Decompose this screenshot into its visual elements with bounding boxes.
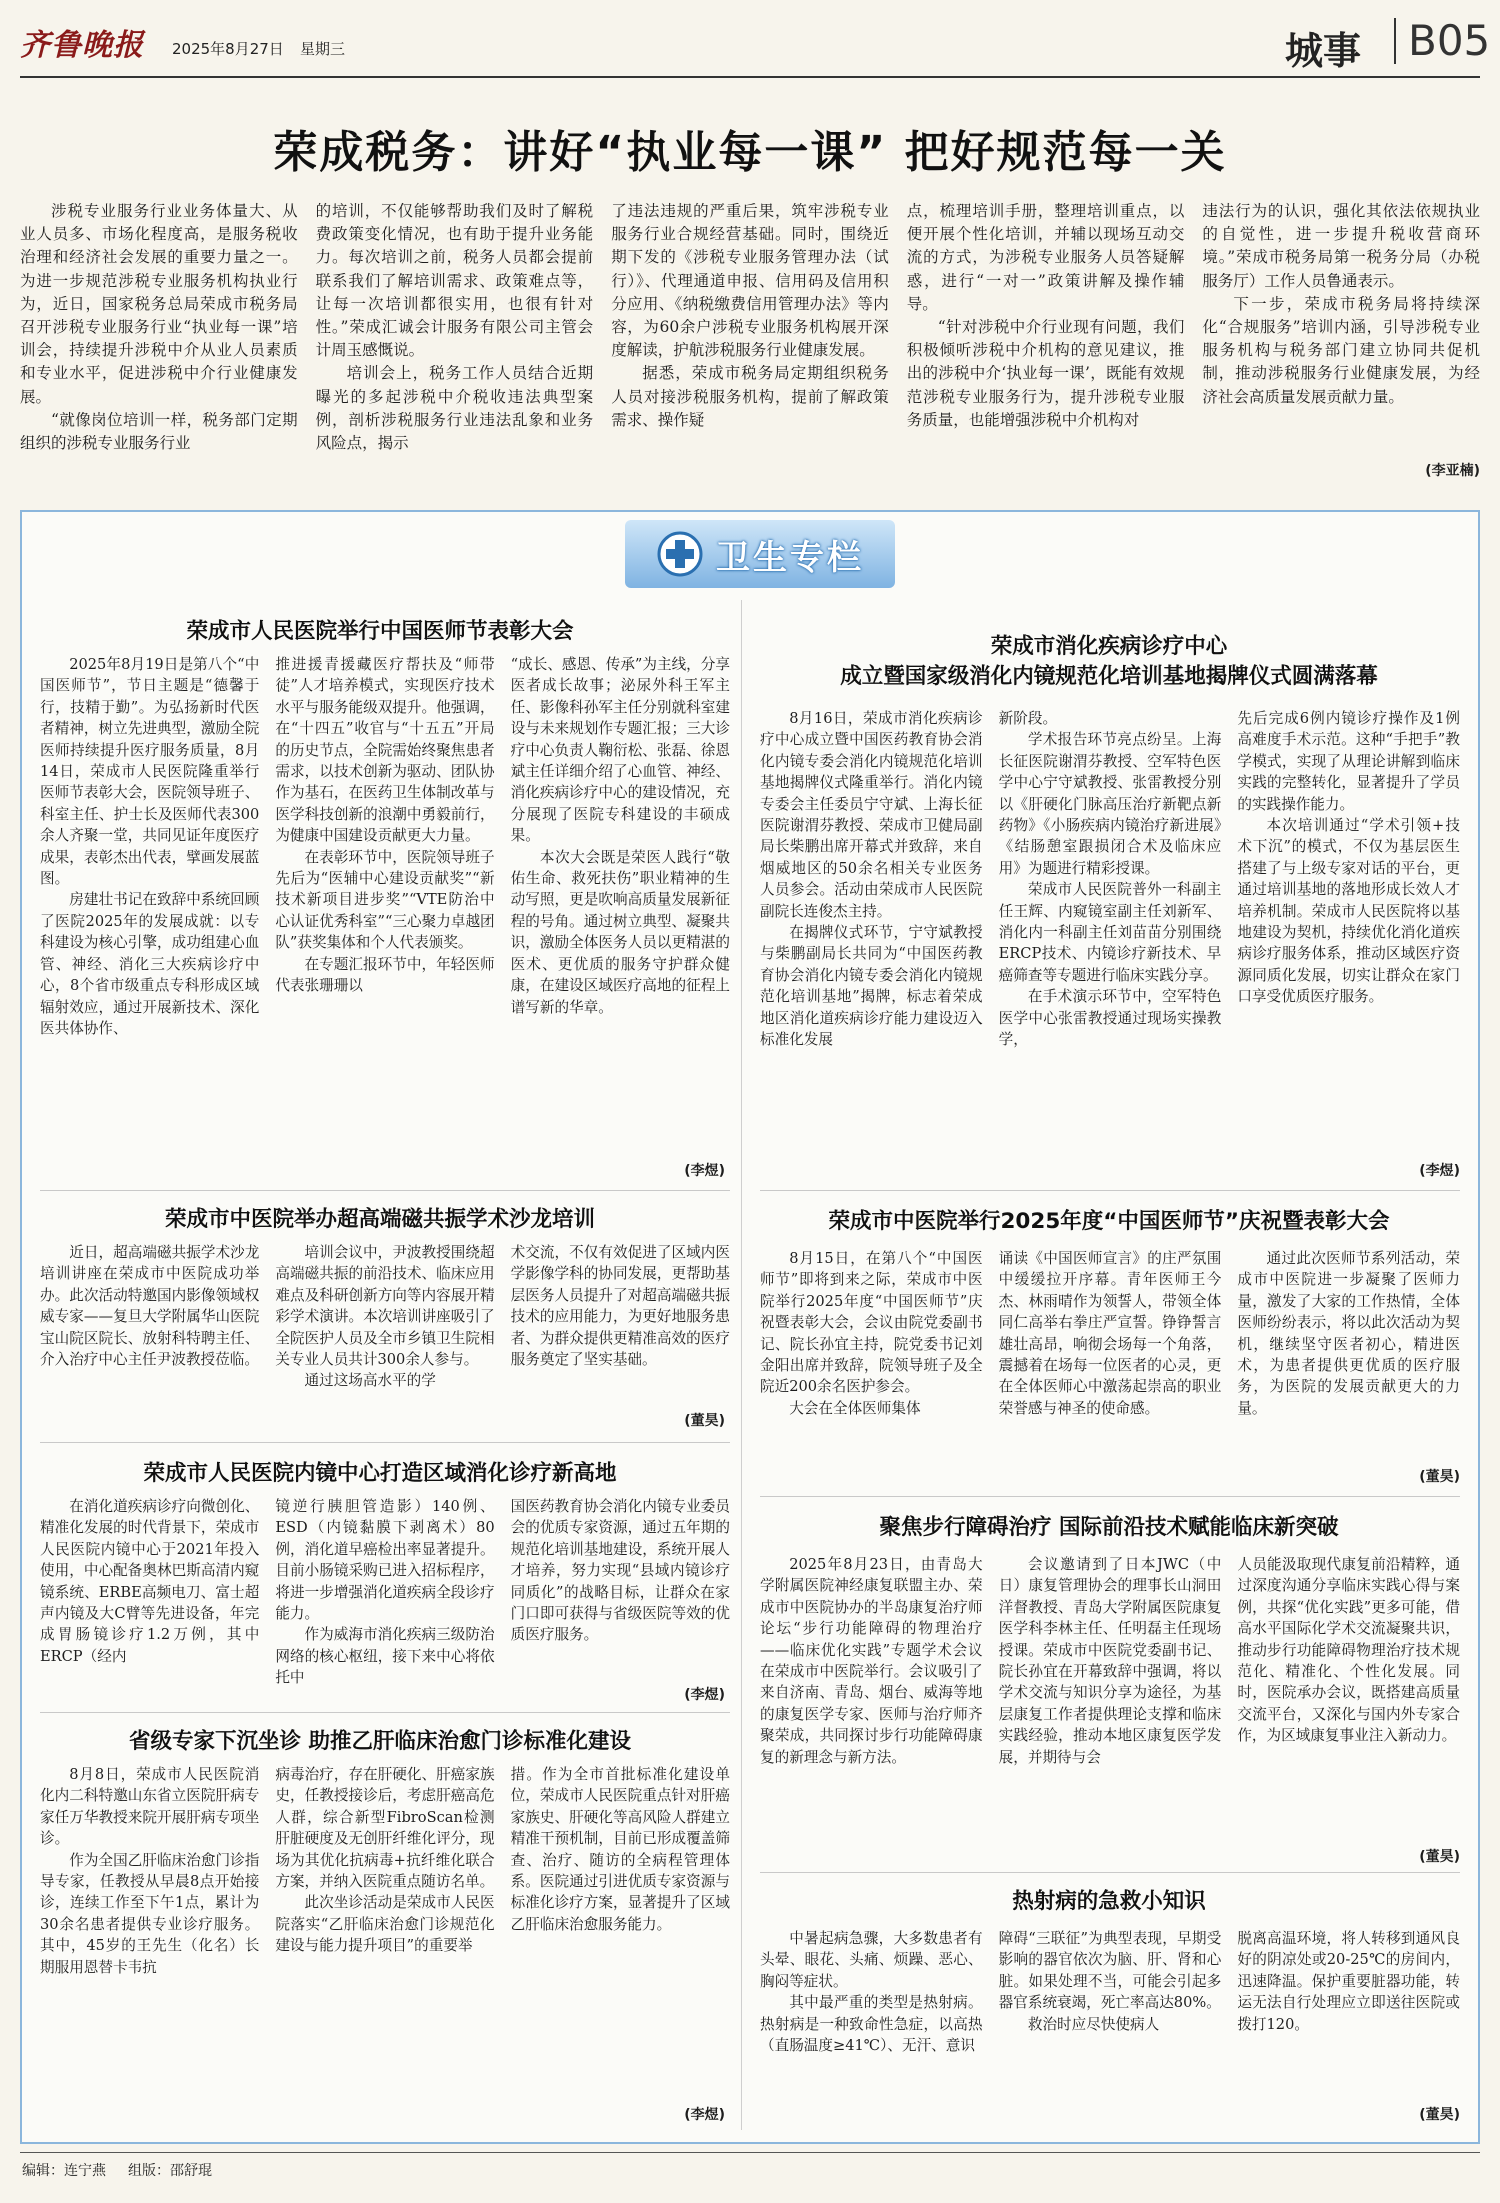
paragraph: 8月8日，荣成市人民医院消化内二科特邀山东省立医院肝病专家任万华教授来院开展肝病专项坐诊。 [40, 1766, 260, 1848]
article-col [1237, 1928, 1460, 2108]
paragraph: 据悉，荣成市税务局定期组织税务人员对接涉税服务机构，提前了解政策需求、操作疑 [611, 364, 889, 429]
article-col [275, 1764, 494, 2102]
paragraph: 病毒治疗，存在肝硬化、肝癌家族史，任教授接诊后，考虑肝癌高危人群，综合新型FibroScan检测肝脏硬度及无创肝纤维化评分，现场为其优化抗病毒+抗纤维化联合方案，并纳入医院重点随访名单。 [275, 1766, 495, 1891]
main-col-5 [1202, 200, 1480, 492]
article-col [999, 1248, 1222, 1488]
main-article-body [20, 200, 1480, 492]
paragraph: 诵读《中国医师宣言》的庄严氛围中缓缓拉开序幕。青年医师王今杰、林雨晴作为领誓人，带领全体同仁高举右拳庄严宣誓。铮铮誓言雄壮高昂，响彻会场每一个角落，震撼着在场每一位医者的心灵，更在全体医师心中激荡起崇高的职业荣誉感与神圣的使命感。 [998, 1250, 1222, 1417]
article-col [511, 654, 730, 1184]
article-byline: (李煜) [1419, 1163, 1460, 1179]
article-title: 荣成市中医院举行2025年度“中国医师节”庆祝暨表彰大会 [828, 1209, 1390, 1234]
paragraph: 学术报告环节亮点纷呈。上海长征医院谢渭芬教授、空军特色医学中心宁守斌教授、张雷教授分别以《肝硬化门脉高压治疗新靶点新药物》《小肠疾病内镜治疗新进展》《结肠憩室跟损闭合术及临床应用》为题进行精彩授课。 [998, 731, 1222, 877]
paragraph: 新阶段。 [998, 710, 1058, 727]
footer-editor: 编辑：连宁燕 [22, 2163, 106, 2179]
article-byline: (董昊) [1419, 1849, 1460, 1865]
article-col [40, 1242, 259, 1432]
paragraph: 8月15日，在第八个“中国医师节”即将到来之际，荣成市中医院举行2025年度“中国医师节”庆祝暨表彰大会，会议由院党委副书记、院长孙宜主持，院党委书记刘金阳出席并致辞，院领导班子及全院近200余名医护参会。 [760, 1250, 983, 1396]
issue-date: 2025年8月27日 [172, 40, 284, 58]
paragraph: 培训会议中，尹波教授围绕超高端磁共振的前沿技术、临床应用难点及科研创新方向等内容展开精彩学术演讲。本次培训讲座吸引了全院医护人员及全市乡镇卫生院相关专业人员共计300余人参与。 [275, 1244, 495, 1369]
article-separator [760, 1872, 1460, 1873]
paragraph: 培训会上，税务工作人员结合近期曝光的多起涉税中介税收违法典型案例，剖析涉税服务行业违法乱象和业务风险点，揭示 [315, 364, 594, 453]
article-title: 省级专家下沉坐诊 助推乙肝临床治愈门诊标准化建设 [129, 1729, 631, 1754]
article-col [760, 1554, 983, 1858]
paragraph: “就像岗位培训一样，税务部门定期组织的涉税专业服务行业 [20, 410, 298, 453]
paragraph: 8月16日，荣成市消化疾病诊疗中心成立暨中国医药教育协会消化内镜专委会消化内镜规范化培训基地揭牌仪式隆重举行。消化内镜专委会主任委员宁守斌、上海长征医院谢渭芬教授、荣成市卫健局副局长柴鹏出席开幕式并致辞，来自烟威地区的50余名相关专业医务人员参会。活动由荣成市人民医院副院长连俊杰主持。 [760, 710, 983, 920]
badge-label: 卫生专栏 [716, 537, 864, 578]
paragraph: 2025年8月19日是第八个“中国医师节”，节日主题是“德馨于行，技精于勤”。为弘扬新时代医者精神，树立先进典型，激励全院医师持续提升医疗服务质量，8月14日，荣成市人民医院隆重举行医师节表彰大会，医院领导班子、科室主任、护士长及医师代表300余人齐聚一堂，共同见证年度医疗成果，表彰杰出代表，擘画发展蓝图。 [40, 656, 260, 888]
paragraph: 镜逆行胰胆管造影）140例、ESD（内镜黏膜下剥离术）80例，消化道早癌检出率显著提升。目前小肠镜采购已进入招标程序，将进一步增强消化道疾病全段诊疗能力。 [275, 1498, 495, 1623]
paragraph: 作为全国乙肝临床治愈门诊指导专家，任教授从早晨8点开始接诊，连续工作至下午1点，累计为30余名患者提供专业诊疗服务。其中，45岁的王先生（化名）长期服用恩替卡韦抗 [40, 1851, 260, 1976]
article-byline: (董昊) [684, 1413, 725, 1429]
paragraph: 国医药教育协会消化内镜专业委员会的优质专家资源，通过五年期的规范化培训基地建设，系统开展人才培养，努力实现“县域内镜诊疗同质化”的战略目标，让群众在家门口即可获得与省级医院等效的优质医疗服务。 [510, 1498, 730, 1644]
main-headline: 荣成税务：讲好“执业每一课” 把好规范每一关 [273, 127, 1227, 178]
paragraph: 涉税专业服务行业业务体量大、从业人员多、市场化程度高，是服务税收治理和经济社会发展的重要力量之一。为进一步规范涉税专业服务机构执业行为，近日，国家税务总局荣成市税务局召开涉税专业服务行业“执业每一课”培训会，持续提升涉税中介从业人员素质和专业水平，促进涉税中介行业健康发展。 [20, 202, 298, 406]
article-title: 荣成市中医院举办超高端磁共振学术沙龙培训 [164, 1207, 595, 1232]
title-line: 荣成市消化疾病诊疗中心 [990, 634, 1228, 659]
paragraph: 作为威海市消化疾病三级防治网络的核心枢纽，接下来中心将依托中 [275, 1626, 495, 1686]
article-separator [40, 1712, 730, 1713]
paragraph: 救治时应尽快使病人 [1027, 2015, 1160, 2033]
paragraph: 其中最严重的类型是热射病。热射病是一种致命性急症，以高热（直肠温度≥41℃）、无汗、意识 [760, 1994, 983, 2055]
article-body [760, 1554, 1460, 1858]
article-col [999, 1554, 1222, 1858]
paragraph: 此次坐诊活动是荣成市人民医院落实“乙肝临床治愈门诊规范化建设与能力提升项目”的重要举 [275, 1894, 495, 1955]
article-col [999, 708, 1222, 1184]
column-divider [741, 600, 742, 2130]
newspaper-logo: 齐鲁晚报 [20, 28, 144, 63]
paragraph: 中暑起病急骤，大多数患者有头晕、眼花、头痛、烦躁、恶心、胸闷等症状。 [760, 1930, 983, 1990]
paragraph: 通过这场高水平的学 [304, 1372, 436, 1390]
paragraph: 通过此次医师节系列活动，荣成市中医院进一步凝聚了医师力量，激发了大家的工作热情，全体医师纷纷表示，将以此次活动为契机，继续坚守医者初心，精进医术，为患者提供更优质的医疗服务，为医院的发展贡献更大的力量。 [1237, 1250, 1460, 1417]
article-separator [40, 1190, 730, 1191]
article-title: 热射病的急救小知识 [1012, 1889, 1206, 1914]
article-body [760, 1928, 1460, 2108]
paragraph: 在消化道疾病诊疗向微创化、精准化发展的时代背景下，荣成市人民医院内镜中心于2021年投入使用，中心配备奥林巴斯高清内窥镜系统、ERBE高频电刀、富士超声内镜及大C臂等先进设备，年完成胃肠镜诊疗1.2万例，其中ERCP（经内 [40, 1498, 260, 1665]
main-col-4 [907, 200, 1185, 492]
paragraph: 会议邀请到了日本JWC（中日）康复管理协会的理事长山洞田洋督教授、青岛大学附属医院康复医学科李林主任、任明磊主任现场授课。荣成市中医院党委副书记、院长孙宜在开幕致辞中强调，将以学术交流与知识分享为途径，为基层康复工作者提供理论支撑和临床实践经验，推动本地区康复医学发展，并期待与会 [998, 1556, 1222, 1766]
main-col-2 [316, 200, 594, 492]
article-col [40, 1764, 259, 2102]
article-byline: (董昊) [1419, 1469, 1460, 1485]
paragraph: 违法行为的认识，强化其依法依规执业的自觉性，进一步提升税收营商环境。”荣成市税务局第一税务分局（办税服务厅）工作人员鲁通表示。 [1202, 202, 1480, 290]
article-col [760, 1248, 983, 1488]
paragraph: 近日，超高端磁共振学术沙龙培训讲座在荣成市中医院成功举办。此次活动特邀国内影像领域权威专家——复旦大学附属华山医院宝山院区院长、放射科特聘主任、介入治疗中心主任尹波教授莅临。 [40, 1244, 260, 1369]
paragraph: 在揭牌仪式环节，宁守斌教授与柴鹏副局长共同为“中国医药教育协会消化内镜专委会消化内镜规范化培训基地”揭牌，标志着荣成地区消化道疾病诊疗能力建设迈入标准化发展 [760, 924, 983, 1049]
article-col [40, 654, 259, 1184]
article-title [752, 632, 1466, 692]
paragraph: 推进援青援藏医疗帮扶及“师带徒”人才培养模式，实现医疗技术水平与服务能级双提升。他强调，在“十四五”收官与“十五五”开局的历史节点，全院需始终聚焦患者需求，以技术创新为驱动、团队协作为基石，在医药卫生体制改革与医学科技创新的浪潮中勇毅前行，为健康中国建设贡献更大力量。 [275, 656, 495, 845]
article-col [760, 708, 983, 1184]
article-col [999, 1928, 1222, 2108]
article-col [511, 1242, 730, 1432]
paragraph: 在手术演示环节中，空军特色医学中心张雷教授通过现场实操教学， [998, 988, 1222, 1049]
article-body [760, 708, 1460, 1184]
article-title: 聚焦步行障碍治疗 国际前沿技术赋能临床新突破 [879, 1515, 1339, 1540]
paragraph: 房建壮书记在致辞中系统回顾了医院2025年的发展成就：以专科建设为核心引擎，成功组建心血管、神经、消化三大疾病诊疗中心，8个省市级重点专科形成区域辐射效应，通过开展新技术、深化医共体协作、 [40, 891, 260, 1037]
article-byline: (李煜) [684, 1163, 725, 1179]
issue-weekday: 星期三 [300, 40, 346, 58]
article-col [1237, 708, 1460, 1184]
article-col [1237, 1248, 1460, 1488]
paragraph: 在表彰环节中，医院领导班子先后为“医辅中心建设贡献奖”“新技术新项目进步奖”“VTE防治中心认证优秀科室”“三心聚力卓越团队”获奖集体和个人代表颁奖。 [275, 848, 495, 952]
article-byline: (李煜) [684, 2107, 725, 2123]
main-col-3 [611, 200, 889, 492]
paragraph: 大会在全体医师集体 [789, 1399, 921, 1417]
main-col-1 [20, 200, 298, 492]
article-separator [40, 1442, 730, 1443]
paragraph: 本次培训通过“学术引领+技术下沉”的模式，不仅为基层医生搭建了与上级专家对话的平台，更通过培训基地的落地形成长效人才培养机制。荣成市人民医院将以基地建设为契机，持续优化消化道疾病诊疗服务体系，推动区域医疗资源同质化发展，切实让群众在家门口享受优质医疗服务。 [1237, 817, 1460, 1006]
paragraph: 障碍“三联征”为典型表现，早期受影响的器官依次为脑、肝、肾和心脏。如果处理不当，可能会引起多器官系统衰竭，死亡率高达80%。 [998, 1930, 1222, 2012]
page-number: B05 [1394, 18, 1490, 64]
paragraph: 的培训，不仅能够帮助我们及时了解税费政策变化情况，也有助于提升业务能力。每次培训之前，税务人员都会提前联系我们了解培训需求、政策难点等，让每一次培训都很实用，也很有针对性。”荣成汇诚会计服务有限公司主管会计周玉感慨说。 [315, 202, 594, 360]
paragraph: 措。作为全市首批标准化建设单位，荣成市人民医院重点针对肝癌家族史、肝硬化等高风险人群建立精准干预机制，目前已形成覆盖筛查、治疗、随访的全病程管理体系。医院通过引进优质专家资源与标准化诊疗方案，显著提升了区域乙肝临床治愈服务能力。 [510, 1766, 730, 1933]
article-col [1237, 1554, 1460, 1858]
article-col [511, 1496, 730, 1686]
article-separator [760, 1190, 1460, 1191]
health-column-badge [625, 520, 895, 588]
footer-layout: 组版：邵舒琨 [128, 2163, 212, 2179]
article-body [760, 1248, 1460, 1488]
article-col [275, 1496, 494, 1686]
article-body [40, 1496, 730, 1686]
article-body [40, 654, 730, 1184]
paragraph: “针对涉税中介行业现有问题，我们积极倾听涉税中介机构的意见建议，推出的涉税中介‘执业每一课’，既能有效规范涉税专业服务行为，提升涉税专业服务质量，也能增强涉税中介机构对 [906, 318, 1185, 429]
paragraph: 脱离高温环境，将人转移到通风良好的阴凉处或20-25℃的房间内，迅速降温。保护重要脏器功能，转运无法自行处理应立即送往医院或拨打120。 [1237, 1930, 1460, 2033]
paragraph: 荣成市人民医院普外一科副主任王辉、内窥镜室副主任刘新军、消化内一科副主任刘苗苗分别围绕ERCP技术、内镜诊疗新技术、早癌筛查等专题进行临床实践分享。 [998, 881, 1222, 984]
article-col [40, 1496, 259, 1686]
paragraph: 2025年8月23日，由青岛大学附属医院神经康复联盟主办、荣成市中医院协办的半岛康复治疗师论坛“步行功能障碍的物理治疗——临床优化实践”专题学术会议在荣成市中医院举行。会议吸引了来自济南、青岛、烟台、威海等地的康复医学专家、医师与治疗师齐聚荣成，共同探讨步行功能障碍康复的新理念与新方法。 [760, 1556, 983, 1766]
article-byline: (董昊) [1419, 2107, 1460, 2123]
article-col [760, 1928, 983, 2108]
paragraph: 先后完成6例内镜诊疗操作及1例高难度手术示范。这种“手把手”教学模式，实现了从理论讲解到临床实践的完整转化，显著提升了学员的实践操作能力。 [1237, 710, 1460, 813]
article-col [275, 654, 494, 1184]
article-col [275, 1242, 494, 1432]
section-name: 城事 [1285, 29, 1362, 73]
paragraph: 了违法违规的严重后果，筑牢涉税专业服务行业合规经营基础。同时，围绕近期下发的《涉税专业服务管理办法（试行）》、代理通道申报、信用码及信用积分应用、《纳税缴费信用管理办法》等内容，为60余户涉税专业服务机构展开深度解读，护航涉税服务行业健康发展。 [611, 202, 889, 360]
main-byline: (李亚楠) [1425, 463, 1480, 479]
medical-cross-icon [656, 530, 704, 578]
article-body [40, 1242, 730, 1432]
paragraph: 下一步，荣成市税务局将持续深化“合规服务”培训内涵，引导涉税专业服务机构与税务部门建立协同共促机制，推动涉税服务行业健康发展，为经济社会高质量发展贡献力量。 [1202, 294, 1480, 406]
paragraph: 人员能汲取现代康复前沿精粹，通过深度沟通分享临床实践心得与案例，共探“优化实践”更多可能，借高水平国际化学术交流凝聚共识，推动步行功能障碍物理治疗技术规范化、精准化、个性化发展。同时，医院承办会议，既搭建高质量交流平台，又深化与国内外专家合作，为区域康复事业注入新动力。 [1237, 1556, 1460, 1745]
paragraph: “成长、感恩、传承”为主线，分享医者成长故事；泌尿外科王军主任、影像科孙军主任分别就科室建设与未来规划作专题汇报；三大诊疗中心负责人鞠衍松、张磊、徐恩斌主任详细介绍了心血管、神经、消化疾病诊疗中心的建设情况，充分展现了医院专科建设的丰硕成果。 [510, 656, 730, 845]
article-byline: (李煜) [684, 1687, 725, 1703]
article-title: 荣成市人民医院举行中国医师节表彰大会 [186, 619, 574, 644]
paragraph: 在专题汇报环节中，年轻医师代表张珊珊以 [275, 955, 495, 995]
article-body [40, 1764, 730, 2102]
article-title: 荣成市人民医院内镜中心打造区域消化诊疗新高地 [143, 1461, 617, 1486]
masthead-rule [20, 76, 1480, 78]
article-separator [760, 1496, 1460, 1497]
article-col [511, 1764, 730, 2102]
paragraph: 点，梳理培训手册，整理培训重点，以便开展个性化培训，并辅以现场互动交流的方式，为涉税专业服务人员答疑解惑，进行“一对一”政策讲解及操作辅导。 [906, 202, 1185, 313]
title-line: 成立暨国家级消化内镜规范化培训基地揭牌仪式圆满落幕 [840, 664, 1378, 689]
paragraph: 本次大会既是荣医人践行“敬佑生命、救死扶伤”职业精神的生动写照，更是吹响高质量发展新征程的号角。通过树立典型、凝聚共识，激励全体医务人员以更精湛的医术、更优质的服务守护群众健康，在建设区域医疗高地的征程上谱写新的华章。 [510, 848, 730, 1016]
paragraph: 术交流，不仅有效促进了区域内医学影像学科的协同发展，更帮助基层医务人员提升了对超高端磁共振技术的应用能力，为更好地服务患者、为群众提供更精准高效的医疗服务奠定了坚实基础。 [510, 1244, 730, 1369]
footer-rule [20, 2152, 1480, 2153]
